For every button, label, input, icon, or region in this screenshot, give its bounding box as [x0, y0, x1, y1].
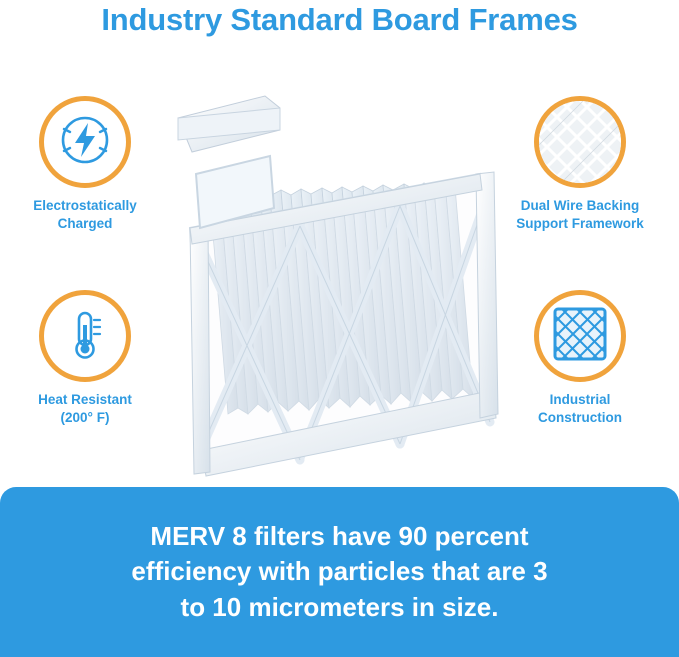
- badge-circle: [534, 290, 626, 382]
- banner-text: [91, 519, 587, 625]
- feature-label-line1: Heat Resistant: [38, 392, 132, 407]
- feature-label-line2: Charged: [57, 215, 113, 231]
- feature-label: [5, 197, 165, 233]
- feature-heat-resistant: [5, 290, 165, 427]
- merv-info-banner: [0, 487, 679, 657]
- banner-line-3: to 10 micrometers in size.: [180, 591, 499, 622]
- pleated-air-filter-illustration: [150, 78, 510, 478]
- page-title: Industry Standard Board Frames: [101, 2, 578, 37]
- feature-label-line1: Industrial: [549, 392, 611, 407]
- badge-circle: [39, 96, 131, 188]
- banner-line-1: MERV 8 filters have 90 percent: [150, 520, 529, 551]
- thermometer-icon: [56, 305, 114, 368]
- feature-electrostatically-charged: [5, 96, 165, 233]
- feature-label: [500, 391, 660, 427]
- feature-label-line2: (200° F): [60, 409, 110, 425]
- badge-circle: [39, 290, 131, 382]
- lightning-bolt-icon: [56, 111, 114, 174]
- feature-industrial-construction: [500, 290, 660, 427]
- feature-label-line2: Construction: [538, 409, 622, 425]
- feature-dual-wire-backing: [500, 96, 660, 233]
- feature-label-line1: Dual Wire Backing: [520, 198, 640, 213]
- industrial-grid-icon: [550, 304, 610, 369]
- feature-label: [500, 197, 660, 233]
- feature-label: [5, 391, 165, 427]
- feature-label-line1: Electrostatically: [33, 198, 137, 213]
- banner-line-2: efficiency with particles that are 3: [131, 556, 548, 587]
- wire-mesh-photo-icon: [537, 97, 623, 188]
- feature-label-line2: Support Framework: [516, 215, 644, 231]
- badge-circle: [534, 96, 626, 188]
